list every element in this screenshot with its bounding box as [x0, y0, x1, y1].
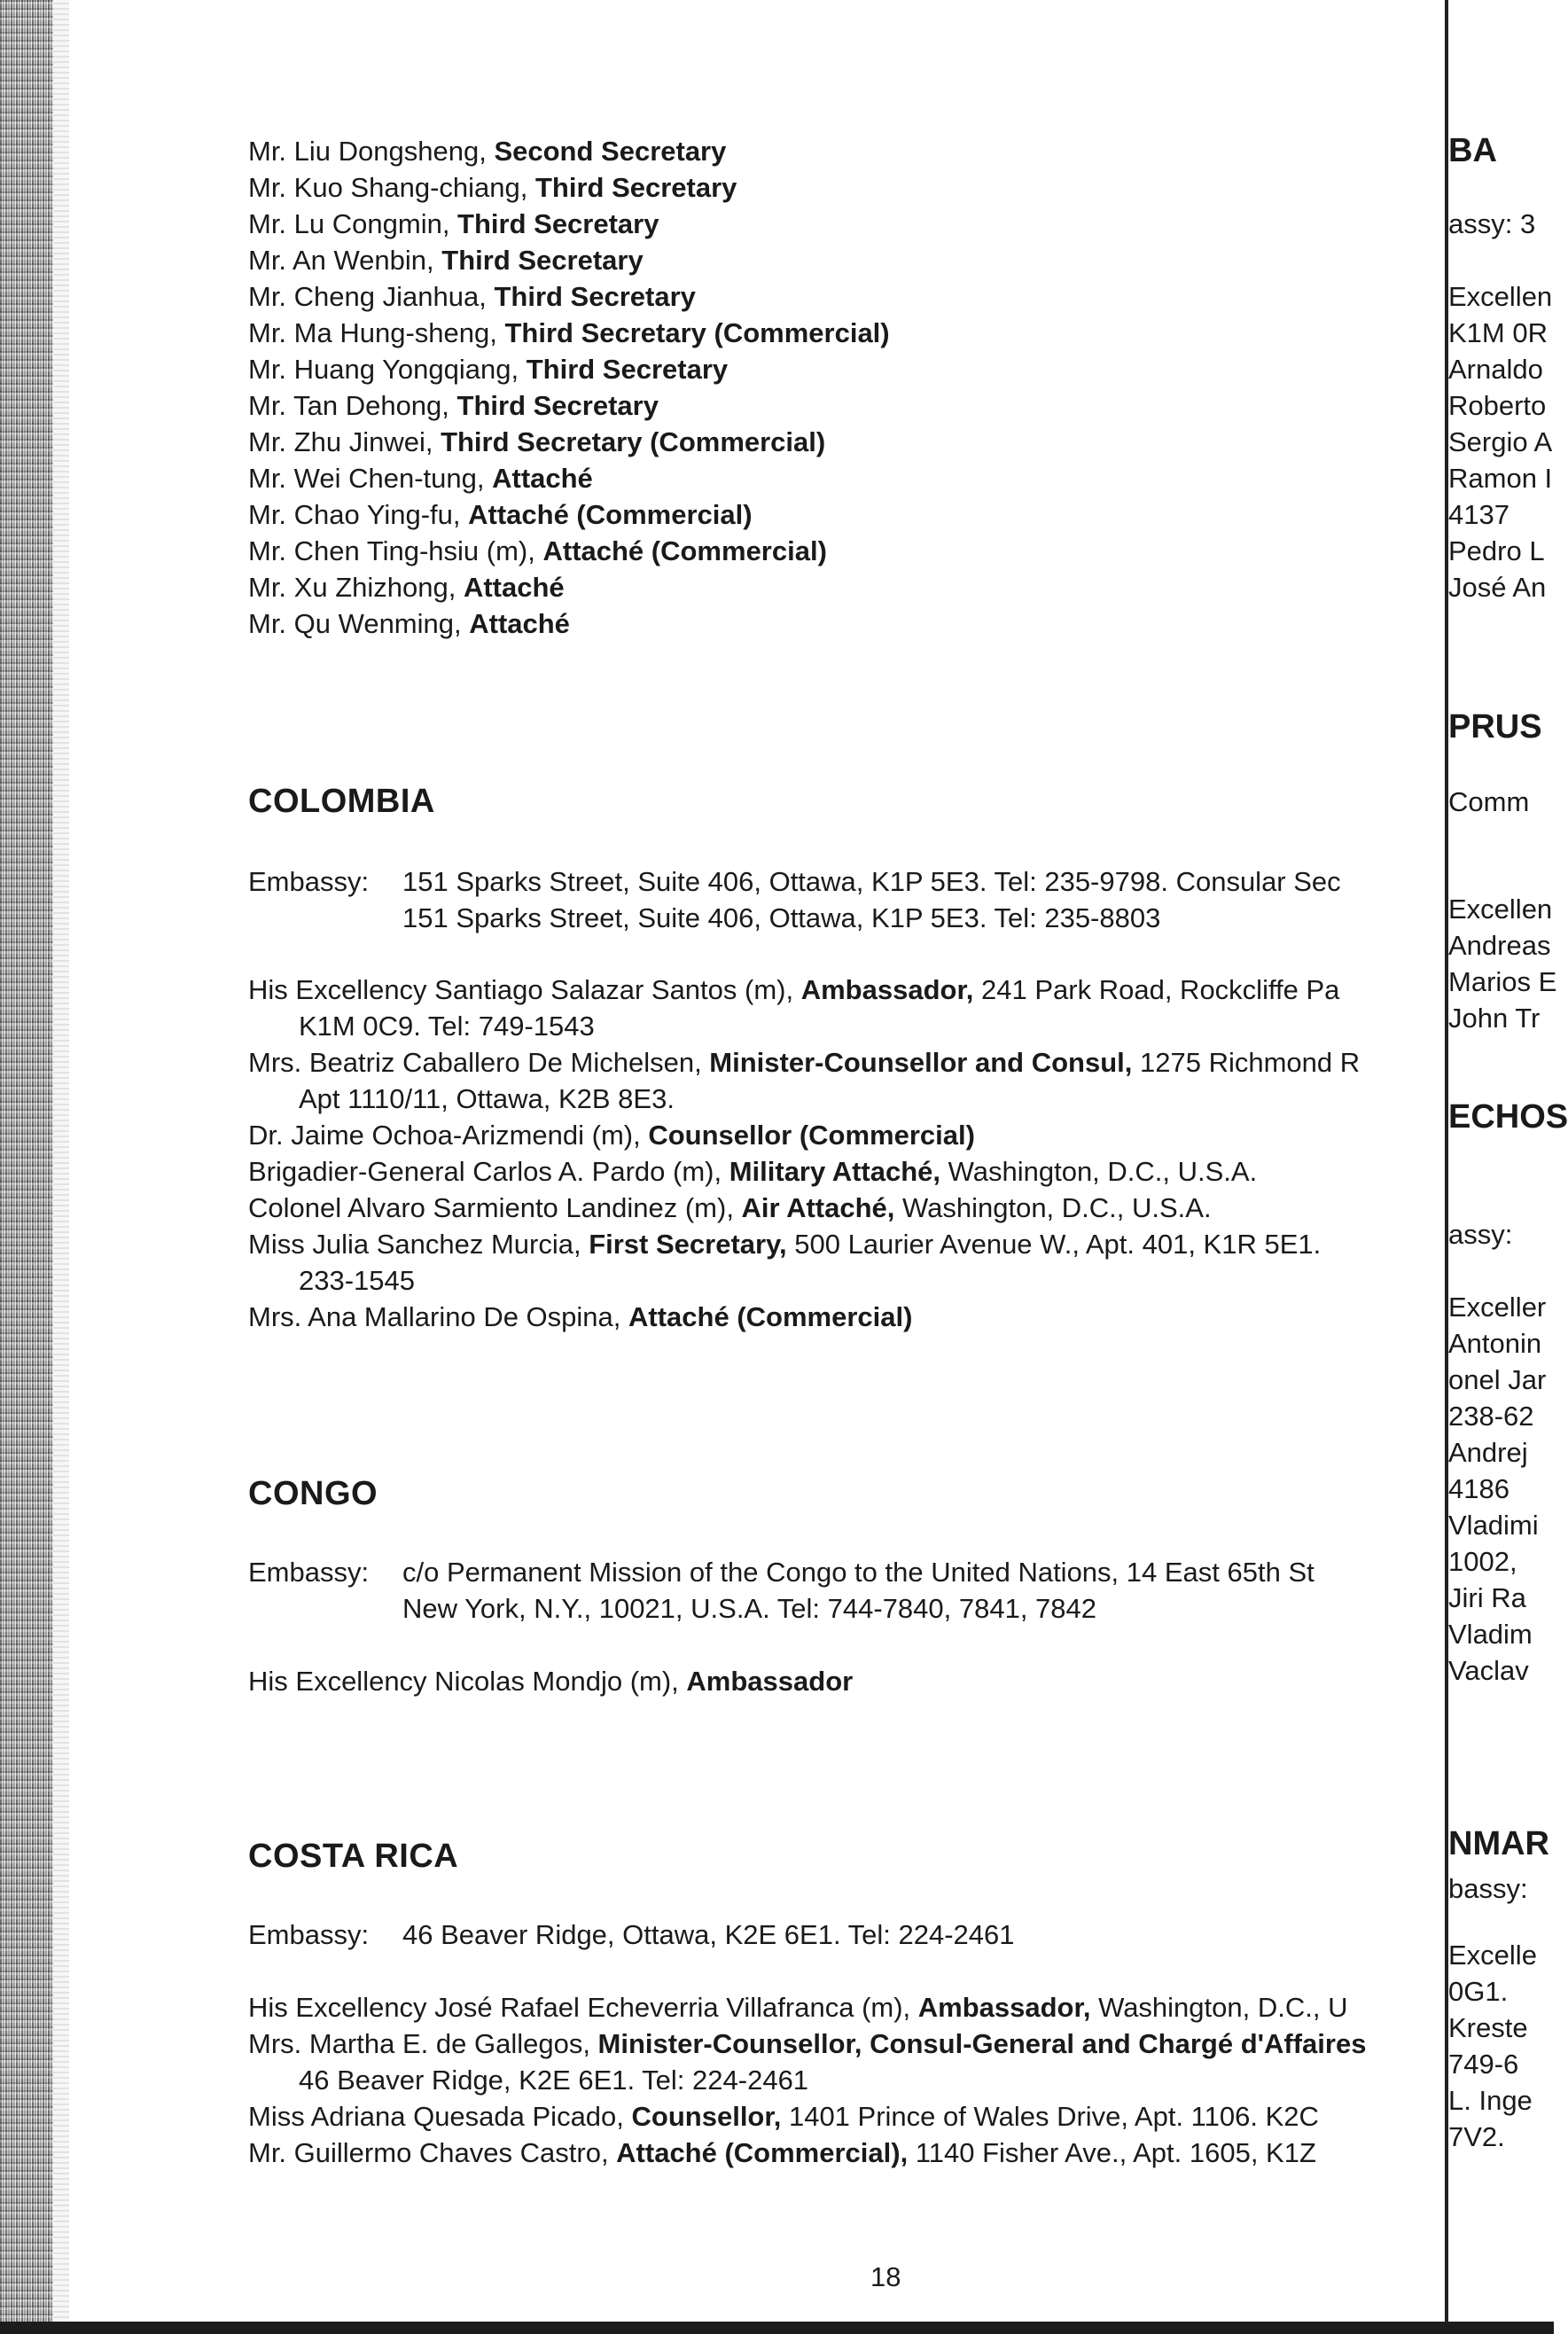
adjacent-text: L. Inge: [1448, 2085, 1533, 2116]
staff-entry: His Excellency Santiago Salazar Santos (m), Ambassador, 241 Park Road, Rockcliffe Pa: [248, 974, 1340, 1005]
staff-entry: Mr. Guillermo Chaves Castro, Attaché (Commercial), 1140 Fisher Ave., Apt. 1605, K1Z: [248, 2137, 1316, 2168]
staff-entry-cont: 233-1545: [299, 1265, 416, 1296]
adjacent-text: Marios E: [1448, 966, 1557, 997]
adjacent-text: Excellen: [1448, 894, 1553, 925]
adjacent-page-fragment: [1448, 0, 1568, 2322]
adjacent-text: onel Jar: [1448, 1364, 1547, 1395]
staff-entry: Dr. Jaime Ochoa-Arizmendi (m), Counsellor (Commercial): [248, 1120, 975, 1151]
staff-entry-cont: 46 Beaver Ridge, K2E 6E1. Tel: 224-2461: [299, 2065, 809, 2096]
adjacent-text: 238-62: [1448, 1401, 1534, 1432]
embassy-address-consular: 151 Sparks Street, Suite 406, Ottawa, K1P 5E3. Tel: 235-8803: [402, 902, 1161, 933]
staff-entry: Mrs. Martha E. de Gallegos, Minister-Counsellor, Consul-General and Chargé d'Affaires: [248, 2028, 1367, 2059]
adjacent-text: Vladim: [1448, 1619, 1533, 1650]
adjacent-text: 7V2.: [1448, 2121, 1505, 2152]
adjacent-text: Jiri Ra: [1448, 1582, 1526, 1613]
adjacent-text: John Tr: [1448, 1003, 1541, 1034]
list-item: Mr. Zhu Jinwei, Third Secretary (Commercial): [248, 426, 826, 457]
directory-page: [248, 0, 1445, 2322]
adjacent-text: Ramon I: [1448, 463, 1553, 494]
list-item: Mr. Chen Ting-hsiu (m), Attaché (Commercial): [248, 535, 827, 566]
scan-bottom-edge: [0, 2322, 1554, 2334]
adjacent-text: bassy:: [1448, 1873, 1528, 1904]
adjacent-text: 0G1.: [1448, 1976, 1509, 2007]
adjacent-text: Pedro L: [1448, 535, 1545, 566]
adjacent-text: Vladimi: [1448, 1510, 1539, 1541]
country-heading-congo: CONGO: [248, 1475, 378, 1512]
embassy-label: Embassy:: [248, 866, 370, 897]
adjacent-text: 4186: [1448, 1473, 1509, 1504]
scan-margin-shadow: [53, 0, 69, 2334]
staff-entry: Brigadier-General Carlos A. Pardo (m), Military Attaché, Washington, D.C., U.S.A.: [248, 1156, 1258, 1187]
staff-entry: Colonel Alvaro Sarmiento Landinez (m), Air Attaché, Washington, D.C., U.S.A.: [248, 1192, 1212, 1223]
embassy-address: 46 Beaver Ridge, Ottawa, K2E 6E1. Tel: 224-2461: [402, 1919, 1015, 1950]
adjacent-text: Arnaldo: [1448, 354, 1543, 385]
adjacent-text: Excelle: [1448, 1940, 1537, 1971]
list-item: Mr. Wei Chen-tung, Attaché: [248, 463, 593, 494]
list-item: Mr. Cheng Jianhua, Third Secretary: [248, 281, 696, 312]
list-item: Mr. Ma Hung-sheng, Third Secretary (Commercial): [248, 317, 890, 348]
adjacent-text: ECHOS: [1448, 1098, 1568, 1136]
adjacent-text: Comm: [1448, 786, 1530, 817]
list-item: Mr. Huang Yongqiang, Third Secretary: [248, 354, 729, 385]
embassy-label: Embassy:: [248, 1919, 370, 1950]
adjacent-text: NMAR: [1448, 1825, 1549, 1862]
list-item: Mr. An Wenbin, Third Secretary: [248, 245, 644, 276]
adjacent-text: Antonin: [1448, 1328, 1542, 1359]
page-number: 18: [870, 2261, 901, 2292]
adjacent-text: Andreas: [1448, 930, 1551, 961]
staff-entry-cont: Apt 1110/11, Ottawa, K2B 8E3.: [299, 1083, 675, 1114]
embassy-address: c/o Permanent Mission of the Congo to the United Nations, 14 East 65th St: [402, 1557, 1314, 1588]
list-item: Mr. Xu Zhizhong, Attaché: [248, 572, 565, 603]
adjacent-text: Kreste: [1448, 2012, 1528, 2043]
staff-entry: Mrs. Ana Mallarino De Ospina, Attaché (Commercial): [248, 1301, 913, 1332]
adjacent-text: Roberto: [1448, 390, 1547, 421]
staff-entry: Miss Julia Sanchez Murcia, First Secretary, 500 Laurier Avenue W., Apt. 401, K1R 5E1.: [248, 1229, 1322, 1260]
list-item: Mr. Kuo Shang-chiang, Third Secretary: [248, 172, 737, 203]
embassy-address-cont: New York, N.Y., 10021, U.S.A. Tel: 744-7840, 7841, 7842: [402, 1593, 1097, 1624]
adjacent-text: assy:: [1448, 1219, 1513, 1250]
adjacent-text: Exceller: [1448, 1292, 1547, 1323]
adjacent-text: assy: 3: [1448, 208, 1536, 239]
adjacent-text: Excellen: [1448, 281, 1553, 312]
adjacent-text: PRUS: [1448, 708, 1542, 745]
list-item: Mr. Qu Wenming, Attaché: [248, 608, 570, 639]
list-item: Mr. Liu Dongsheng, Second Secretary: [248, 136, 727, 167]
staff-entry: His Excellency Nicolas Mondjo (m), Ambassador: [248, 1666, 854, 1697]
adjacent-text: K1M 0R: [1448, 317, 1548, 348]
embassy-address: 151 Sparks Street, Suite 406, Ottawa, K1P 5E3. Tel: 235-9798. Consular Sec: [402, 866, 1341, 897]
adjacent-text: Sergio A: [1448, 426, 1553, 457]
adjacent-text: Vaclav: [1448, 1655, 1529, 1686]
adjacent-text: BA: [1448, 132, 1497, 169]
country-heading-colombia: COLOMBIA: [248, 783, 435, 820]
adjacent-text: 1002,: [1448, 1546, 1517, 1577]
list-item: Mr. Lu Congmin, Third Secretary: [248, 208, 659, 239]
country-heading-costa-rica: COSTA RICA: [248, 1838, 459, 1875]
staff-entry: Mrs. Beatriz Caballero De Michelsen, Minister-Counsellor and Consul, 1275 Richmond R: [248, 1047, 1361, 1078]
staff-entry: Miss Adriana Quesada Picado, Counsellor, 1401 Prince of Wales Drive, Apt. 1106. K2C: [248, 2101, 1319, 2132]
adjacent-text: José An: [1448, 572, 1547, 603]
embassy-label: Embassy:: [248, 1557, 370, 1588]
adjacent-text: Andrej: [1448, 1437, 1528, 1468]
staff-entry: His Excellency José Rafael Echeverria Villafranca (m), Ambassador, Washington, D.C., U: [248, 1992, 1348, 2023]
list-item: Mr. Tan Dehong, Third Secretary: [248, 390, 659, 421]
adjacent-text: 749-6: [1448, 2049, 1519, 2080]
scan-margin: [0, 0, 53, 2334]
staff-entry-cont: K1M 0C9. Tel: 749-1543: [299, 1011, 595, 1042]
list-item: Mr. Chao Ying-fu, Attaché (Commercial): [248, 499, 753, 530]
adjacent-text: 4137: [1448, 499, 1509, 530]
